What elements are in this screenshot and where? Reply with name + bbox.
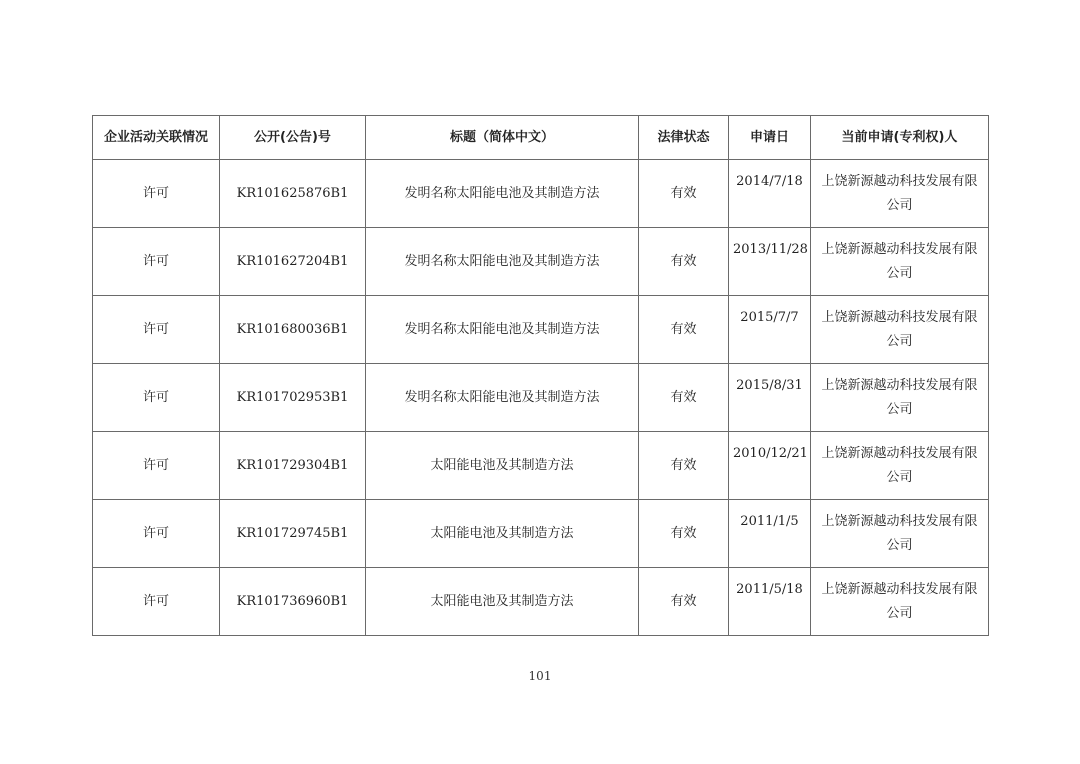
table-row [93,364,989,432]
cell-application-date: 2010/12/21 [729,432,811,500]
cell-title: 太阳能电池及其制造方法 [366,500,639,568]
table-row [93,228,989,296]
header-application-date: 申请日 [729,116,811,160]
cell-applicant: 上饶新源越动科技发展有限公司 [811,296,989,364]
cell-application-date: 2015/7/7 [729,296,811,364]
cell-relation: 许可 [93,568,220,636]
table-row [93,296,989,364]
cell-legal-status: 有效 [639,432,729,500]
cell-relation: 许可 [93,160,220,228]
cell-relation: 许可 [93,500,220,568]
cell-application-date: 2011/1/5 [729,500,811,568]
cell-publication-number: KR101627204B1 [220,228,366,296]
cell-applicant: 上饶新源越动科技发展有限公司 [811,500,989,568]
cell-relation: 许可 [93,228,220,296]
table-header-row [93,116,989,160]
cell-legal-status: 有效 [639,568,729,636]
cell-applicant: 上饶新源越动科技发展有限公司 [811,568,989,636]
cell-publication-number: KR101736960B1 [220,568,366,636]
cell-relation: 许可 [93,432,220,500]
cell-publication-number: KR101729304B1 [220,432,366,500]
cell-legal-status: 有效 [639,160,729,228]
header-title: 标题（简体中文） [366,116,639,160]
cell-title: 发明名称太阳能电池及其制造方法 [366,160,639,228]
header-applicant: 当前申请(专利权)人 [811,116,989,160]
cell-applicant: 上饶新源越动科技发展有限公司 [811,228,989,296]
table-row [93,432,989,500]
page-number: 101 [528,669,552,683]
cell-relation: 许可 [93,296,220,364]
cell-legal-status: 有效 [639,500,729,568]
cell-legal-status: 有效 [639,364,729,432]
cell-application-date: 2013/11/28 [729,228,811,296]
cell-publication-number: KR101702953B1 [220,364,366,432]
cell-applicant: 上饶新源越动科技发展有限公司 [811,160,989,228]
cell-title: 发明名称太阳能电池及其制造方法 [366,364,639,432]
table-row [93,160,989,228]
cell-publication-number: KR101729745B1 [220,500,366,568]
header-relation: 企业活动关联情况 [93,116,220,160]
cell-title: 发明名称太阳能电池及其制造方法 [366,296,639,364]
header-publication-number: 公开(公告)号 [220,116,366,160]
header-legal-status: 法律状态 [639,116,729,160]
cell-legal-status: 有效 [639,296,729,364]
cell-relation: 许可 [93,364,220,432]
cell-application-date: 2015/8/31 [729,364,811,432]
cell-title: 太阳能电池及其制造方法 [366,432,639,500]
cell-applicant: 上饶新源越动科技发展有限公司 [811,432,989,500]
cell-application-date: 2011/5/18 [729,568,811,636]
cell-title: 太阳能电池及其制造方法 [366,568,639,636]
table-row [93,500,989,568]
cell-applicant: 上饶新源越动科技发展有限公司 [811,364,989,432]
patent-table [92,115,989,636]
cell-legal-status: 有效 [639,228,729,296]
table-row [93,568,989,636]
cell-application-date: 2014/7/18 [729,160,811,228]
cell-publication-number: KR101680036B1 [220,296,366,364]
cell-title: 发明名称太阳能电池及其制造方法 [366,228,639,296]
cell-publication-number: KR101625876B1 [220,160,366,228]
